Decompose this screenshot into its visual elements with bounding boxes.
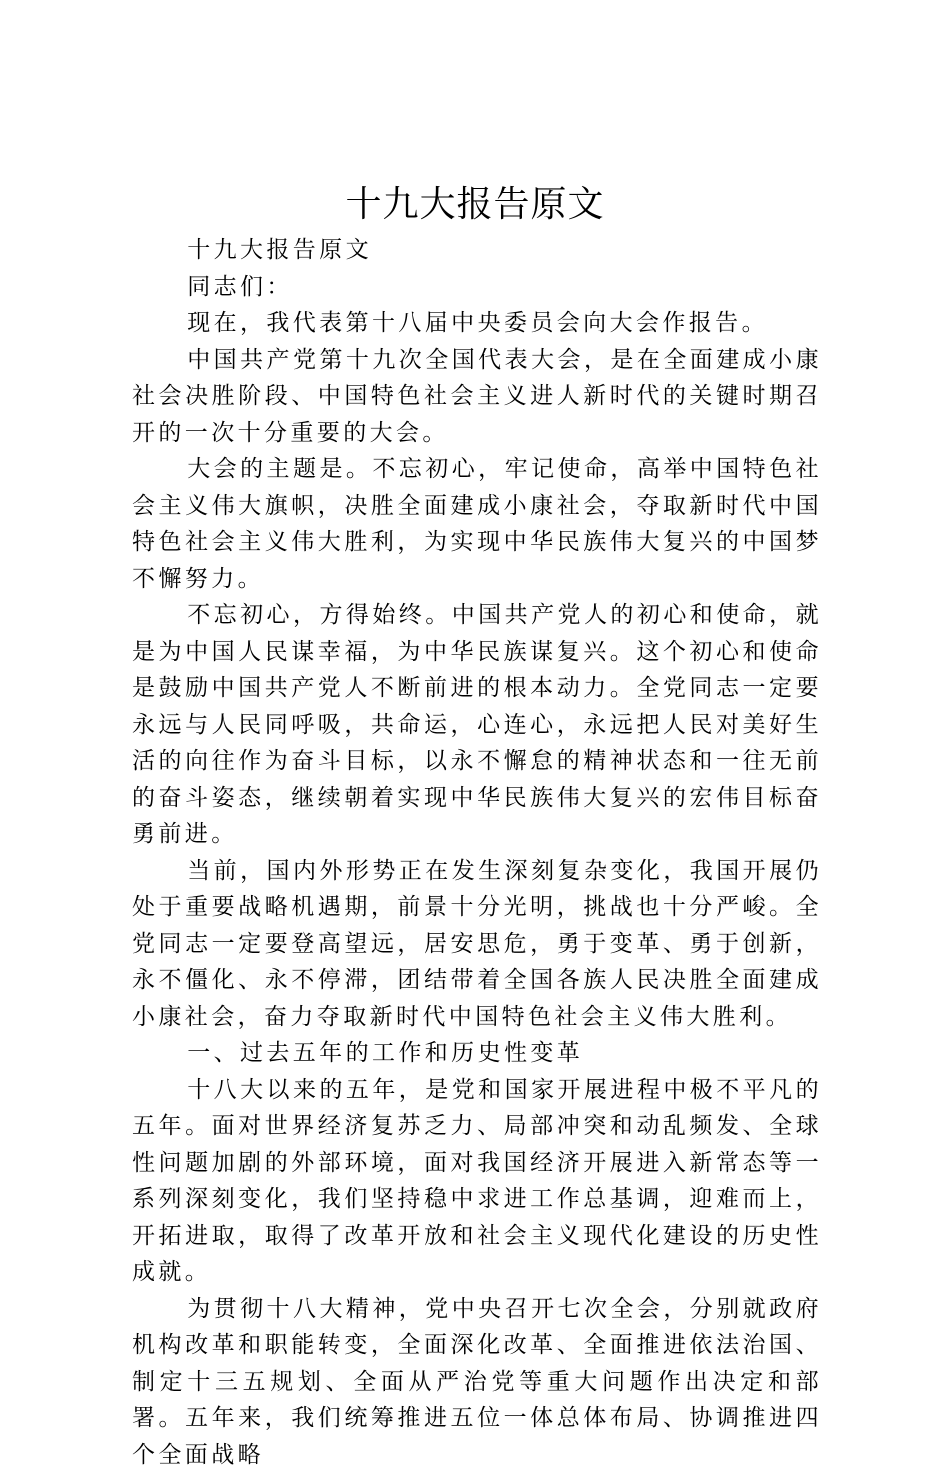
- paragraph: 现在，我代表第十八届中央委员会向大会作报告。: [132, 305, 822, 342]
- paragraph: 大会的主题是。不忘初心，牢记使命，高举中国特色社会主义伟大旗帜，决胜全面建成小康社会，夺取新时代中国特色社会主义伟大胜利，为实现中华民族伟大复兴的中国梦不懈努力。: [132, 451, 822, 597]
- paragraph: 十八大以来的五年，是党和国家开展进程中极不平凡的五年。面对世界经济复苏乏力、局部冲突和动乱频发、全球性问题加剧的外部环境，面对我国经济开展进入新常态等一系列深刻变化，我们坚持稳中求进工作总基调，迎难而上，开拓进取，取得了改革开放和社会主义现代化建设的历史性成就。: [132, 1072, 822, 1291]
- paragraph: 当前，国内外形势正在发生深刻复杂变化，我国开展仍处于重要战略机遇期，前景十分光明，挑战也十分严峻。全党同志一定要登高望远，居安思危，勇于变革、勇于创新，永不僵化、永不停滞，团结带着全国各族人民决胜全面建成小康社会，奋力夺取新时代中国特色社会主义伟大胜利。: [132, 853, 822, 1036]
- paragraph: 十九大报告原文: [132, 232, 822, 269]
- paragraph: 中国共产党第十九次全国代表大会，是在全面建成小康社会决胜阶段、中国特色社会主义进人新时代的关键时期召开的一次十分重要的大会。: [132, 342, 822, 452]
- section-heading: 一、过去五年的工作和历史性变革: [132, 1035, 822, 1072]
- paragraph: 同志们：: [132, 269, 822, 306]
- document-body: [132, 232, 822, 1473]
- paragraph: 为贯彻十八大精神，党中央召开七次全会，分别就政府机构改革和职能转变，全面深化改革、全面推进依法治国、制定十三五规划、全面从严治党等重大问题作出决定和部署。五年来，我们统筹推进五位一体总体布局、协调推进四个全面战略: [132, 1291, 822, 1473]
- document-title: 十九大报告原文: [0, 180, 950, 230]
- paragraph: 不忘初心，方得始终。中国共产党人的初心和使命，就是为中国人民谋幸福，为中华民族谋复兴。这个初心和使命是鼓励中国共产党人不断前进的根本动力。全党同志一定要永远与人民同呼吸，共命运，心连心，永远把人民对美好生活的向往作为奋斗目标，以永不懈怠的精神状态和一往无前的奋斗姿态，继续朝着实现中华民族伟大复兴的宏伟目标奋勇前进。: [132, 597, 822, 853]
